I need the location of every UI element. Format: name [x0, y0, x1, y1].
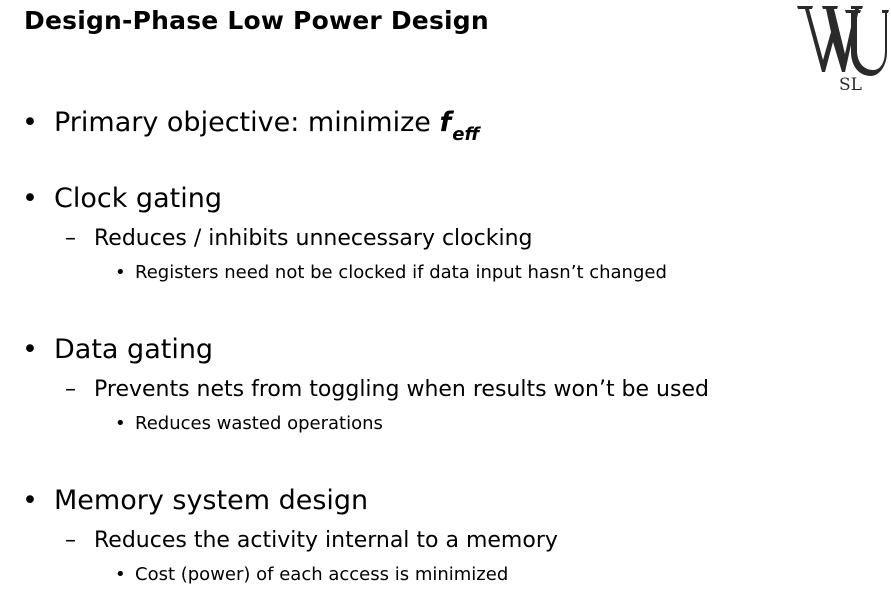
sub-bullet-text: Prevents nets from toggling when results won’t be used — [94, 377, 709, 402]
sub-bullet-memory-system-design — [65, 528, 558, 553]
bullet-marker: • — [115, 564, 126, 585]
sub-sub-bullet-text: Cost (power) of each access is minimized — [135, 564, 509, 585]
sub-sub-bullet-text: Registers need not be clocked if data input hasn’t changed — [135, 262, 667, 283]
bullet-marker: • — [22, 485, 38, 516]
svg-text:SL: SL — [839, 75, 862, 94]
sub-sub-bullet-data-gating — [115, 413, 383, 434]
bullet-data-gating — [22, 334, 214, 365]
dash-marker: – — [65, 528, 76, 553]
sub-bullet-data-gating — [65, 377, 709, 402]
dash-marker: – — [65, 377, 76, 402]
bullet-marker: • — [22, 183, 38, 214]
sub-sub-bullet-text: Reduces wasted operations — [135, 413, 383, 434]
sub-sub-bullet-clock-gating — [115, 262, 667, 283]
bullet-text: Primary objective: minimize — [54, 107, 440, 138]
slide-title: Design-Phase Low Power Design — [24, 6, 489, 35]
bullet-clock-gating — [22, 183, 222, 214]
sub-bullet-text: Reduces the activity internal to a memory — [94, 528, 558, 553]
bullet-text: Memory system design — [54, 485, 369, 516]
bullet-memory-system-design — [22, 485, 369, 516]
bullet-marker: • — [22, 334, 38, 365]
bullet-primary-objective — [22, 107, 480, 145]
f-eff-subscript: eff — [452, 124, 480, 145]
sub-sub-bullet-memory-system-design — [115, 564, 509, 585]
bullet-text: Data gating — [54, 334, 214, 365]
bullet-text: Clock gating — [54, 183, 222, 214]
sub-bullet-text: Reduces / inhibits unnecessary clocking — [94, 226, 533, 251]
bullet-marker: • — [22, 107, 38, 138]
bullet-marker: • — [115, 262, 126, 283]
bullet-marker: • — [115, 413, 126, 434]
f-eff-symbol: f — [439, 107, 452, 138]
dash-marker: – — [65, 226, 76, 251]
sub-bullet-clock-gating — [65, 226, 533, 251]
